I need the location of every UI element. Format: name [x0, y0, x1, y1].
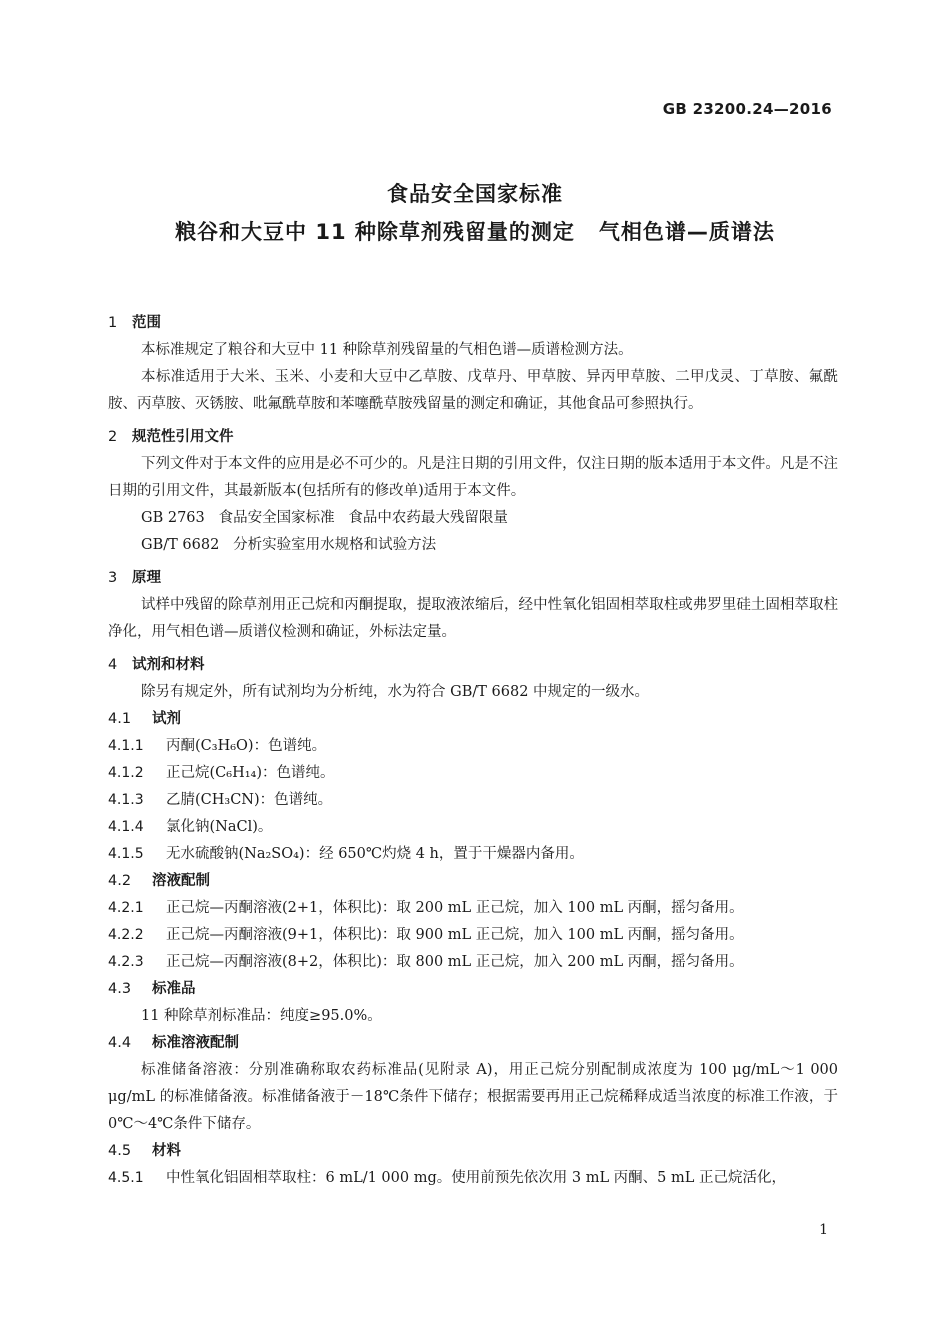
document-body — [108, 304, 838, 1192]
subsection-number: 4.4 — [108, 1035, 132, 1051]
clause-item — [108, 1165, 838, 1192]
clause-number: 4.1.4 — [108, 819, 144, 835]
reference-item: GB/T 6682 分析实验室用水规格和试验方法 — [141, 537, 437, 553]
section-heading-scope — [108, 310, 838, 337]
subsection-title: 材料 — [152, 1143, 181, 1159]
section-number: 4 — [108, 657, 118, 673]
section-title: 范围 — [132, 315, 161, 331]
subsection-title: 试剂 — [152, 711, 181, 727]
subsection-heading — [108, 868, 838, 895]
subsection-number: 4.5 — [108, 1143, 132, 1159]
subsection-number: 4.3 — [108, 981, 132, 997]
clause-text: 乙腈(CH₃CN)：色谱纯。 — [166, 792, 333, 808]
subsection-heading — [108, 706, 838, 733]
clause-number: 4.1.3 — [108, 792, 144, 808]
clause-number: 4.1.1 — [108, 738, 144, 754]
clause-text: 正己烷(C₆H₁₄)：色谱纯。 — [166, 765, 335, 781]
clause-number: 4.2.2 — [108, 927, 144, 943]
clause-text: 氯化钠(NaCl)。 — [166, 819, 273, 835]
subsection-title: 标准溶液配制 — [152, 1035, 239, 1051]
clause-item — [108, 949, 838, 976]
clause-text: 正己烷—丙酮溶液(9+1，体积比)：取 900 mL 正己烷，加入 100 mL 丙酮，摇匀备用。 — [166, 927, 744, 943]
subsection-heading — [108, 1138, 838, 1165]
subsection-title: 标准品 — [152, 981, 196, 997]
paragraph: 下列文件对于本文件的应用是必不可少的。凡是注日期的引用文件，仅注日期的版本适用于本文件。凡是不注日期的引用文件，其最新版本(包括所有的修改单)适用于本文件。 — [108, 456, 838, 499]
section-heading-reagents — [108, 652, 838, 679]
clause-number: 4.1.2 — [108, 765, 144, 781]
clause-item — [108, 760, 838, 787]
clause-text: 丙酮(C₃H₆O)：色谱纯。 — [166, 738, 327, 754]
section-title: 原理 — [132, 570, 161, 586]
paragraph: 本标准适用于大米、玉米、小麦和大豆中乙草胺、戊草丹、甲草胺、异丙甲草胺、二甲戊灵、丁草胺、氟酰胺、丙草胺、灭锈胺、吡氟酰草胺和苯噻酰草胺残留量的测定和确证，其他食品可参照执行。 — [108, 369, 838, 412]
clause-item — [108, 814, 838, 841]
clause-item — [108, 787, 838, 814]
subsection-number: 4.1 — [108, 711, 132, 727]
paragraph: 标准储备溶液：分别准确称取农药标准品(见附录 A)，用正己烷分别配制成浓度为 100 μg/mL～1 000 μg/mL 的标准储备液。标准储备液于－18℃条件下储存；根据需要再用正己烷稀释成适当浓度的标准工作液，于 0℃～4℃条件下储存。 — [108, 1062, 838, 1132]
clause-number: 4.1.5 — [108, 846, 144, 862]
clause-number: 4.5.1 — [108, 1170, 144, 1186]
title-main: 粮谷和大豆中 11 种除草剂残留量的测定 — [175, 220, 575, 244]
section-number: 2 — [108, 429, 118, 445]
clause-text: 中性氧化铝固相萃取柱：6 mL/1 000 mg。使用前预先依次用 3 mL 丙酮、5 mL 正己烷活化， — [166, 1170, 786, 1186]
section-heading-normative-references — [108, 424, 838, 451]
section-title: 试剂和材料 — [132, 657, 205, 673]
clause-number: 4.2.1 — [108, 900, 144, 916]
clause-item — [108, 733, 838, 760]
subsection-heading — [108, 1030, 838, 1057]
paragraph: 除另有规定外，所有试剂均为分析纯，水为符合 GB/T 6682 中规定的一级水。 — [141, 684, 650, 700]
subsection-heading — [108, 976, 838, 1003]
clause-item — [108, 922, 838, 949]
paragraph: 本标准规定了粮谷和大豆中 11 种除草剂残留量的气相色谱—质谱检测方法。 — [141, 342, 633, 358]
paragraph: 11 种除草剂标准品：纯度≥95.0%。 — [141, 1008, 382, 1024]
subsection-number: 4.2 — [108, 873, 132, 889]
section-title: 规范性引用文件 — [132, 429, 234, 445]
page-number: 1 — [819, 1222, 828, 1238]
title-method: 气相色谱—质谱法 — [598, 220, 775, 244]
clause-text: 无水硫酸钠(Na₂SO₄)：经 650℃灼烧 4 h，置于干燥器内备用。 — [166, 846, 584, 862]
section-number: 3 — [108, 570, 118, 586]
standard-number: GB 23200.24—2016 — [662, 100, 832, 118]
section-heading-principle — [108, 565, 838, 592]
paragraph: 试样中残留的除草剂用正己烷和丙酮提取，提取液浓缩后，经中性氧化铝固相萃取柱或弗罗里硅土固相萃取柱净化，用气相色谱—质谱仪检测和确证，外标法定量。 — [108, 597, 838, 640]
section-number: 1 — [108, 315, 118, 331]
subsection-title: 溶液配制 — [152, 873, 210, 889]
clause-text: 正己烷—丙酮溶液(2+1，体积比)：取 200 mL 正己烷，加入 100 mL 丙酮，摇匀备用。 — [166, 900, 744, 916]
document-title-line2 — [0, 216, 950, 246]
clause-number: 4.2.3 — [108, 954, 144, 970]
clause-item — [108, 841, 838, 868]
clause-text: 正己烷—丙酮溶液(8+2，体积比)：取 800 mL 正己烷，加入 200 mL 丙酮，摇匀备用。 — [166, 954, 744, 970]
document-title-line1: 食品安全国家标准 — [387, 182, 563, 206]
reference-item: GB 2763 食品安全国家标准 食品中农药最大残留限量 — [141, 510, 508, 526]
clause-item — [108, 895, 838, 922]
